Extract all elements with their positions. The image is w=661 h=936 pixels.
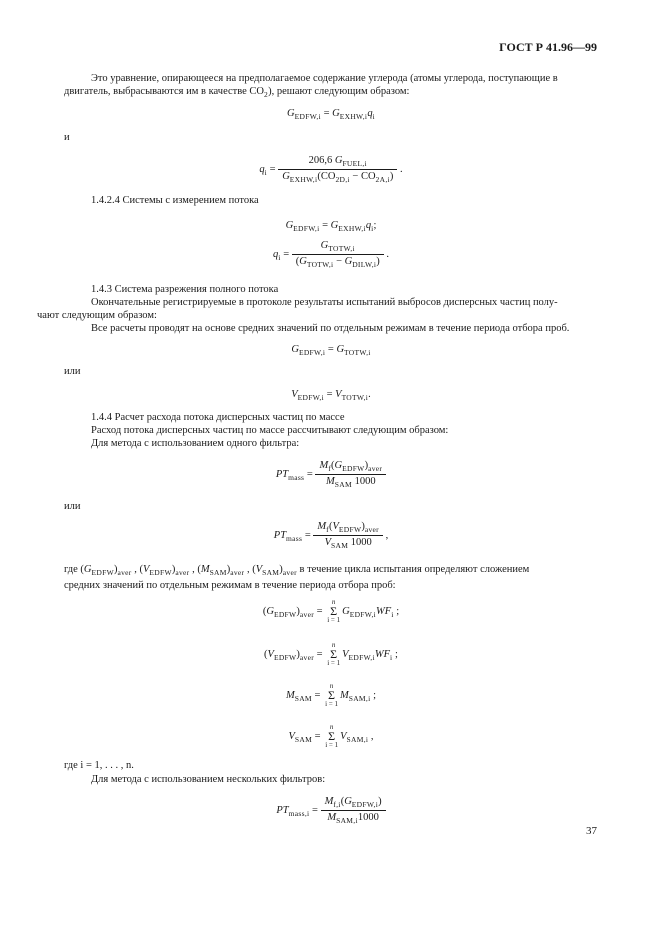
where-paragraph: где $(G_{EDFW})_{aver}$ , $(V_{EDFW})_{aver}$ , $(M_{SAM})_{aver}$ , $(V_{SAM})_{aver}$ в течение цикла испытания определяют сложением средних значений по отдельным режимам в течение периода отбора проб: [64, 564, 530, 591]
equation-sum-vedfw: $(V_{EDFW})_{aver}$ = n Σ i = 1 $V_{EDFW,i}WF_i$ ; [264, 641, 398, 667]
page-header: ГОСТ Р 41.96—99 [499, 40, 597, 54]
intro-line2: двигатель, выбрасываются им в качестве CO [64, 86, 265, 97]
section-144: 1.4.4 Расчет расхода потока дисперсных частиц по массе [91, 412, 345, 423]
equation-sum-vsam: $V_{SAM}$ = n Σ i = 1 $V_{SAM,i}$ , [288, 723, 374, 749]
section-143: 1.4.3 Система разрежения полного потока [91, 284, 279, 295]
equation-gedfw-flow: $G_{EDFW,i} = G_{EXHW,i}q_i$; [285, 220, 377, 233]
section-143-p2: Все расчеты проводят на основе средних значений по отдельным режимам в течение периода отбора проб. [91, 323, 570, 334]
equation-sum-gedfw: $(G_{EDFW})_{aver}$ = n Σ i = 1 $G_{EDFW,i}WF_i$ ; [262, 598, 400, 624]
equation-gedfw-totw: $G_{EDFW,i} = G_{TOTW,i}$ [291, 344, 371, 357]
equation-qi-totw: $q_i$ = $\frac{G_{TOTW,i}}{(G_{TOTW,i} - G_{DILW,i})}$ . [272, 240, 390, 269]
conj-and: и [64, 132, 70, 143]
equation-vedfw-totw: $V_{EDFW,i} = V_{TOTW,i}$. [291, 389, 371, 402]
conj-or-2: или [64, 501, 81, 512]
equation-ptmass-multi: $PT_{mass,i}$ = $\frac{M_{f,i}(G_{EDFW,i})}{M_{SAM,i}1000}$ [64, 796, 598, 825]
section-144-p2: Для метода с использованием одного фильтра: [91, 438, 300, 449]
section-1424: 1.4.2.4 Системы с измерением потока [91, 195, 259, 206]
section-144-p1: Расход потока дисперсных частиц по массе рассчитывают следующим образом: [91, 425, 449, 436]
intro-line1: Это уравнение, опирающееся на предполагаемое содержание углерода (атомы углерода, поступающие в [91, 73, 558, 84]
equation-ptmass-g: $PT_{mass}$ = $\frac{M_f(G_{EDFW})_{aver}}{M_{SAM} 1000}$ [64, 460, 598, 489]
index-range: где i = 1, . . . , n. [64, 760, 134, 771]
section-143-p1: Окончательные регистрируемые в протоколе результаты испытаний выбросов дисперсных частиц полу- чают следующим образом: [37, 297, 558, 321]
page-number: 37 [586, 825, 597, 837]
intro-paragraph: Это уравнение, опирающееся на предполагаемое содержание углерода (атомы углерода, поступающие в двигатель, выбрасываются им в качестве $CO_2$), решают следующим образом: [64, 73, 558, 99]
equation-ptmass-v: $PT_{mass}$ = $\frac{M_f(V_{EDFW})_{aver}}{V_{SAM} 1000}$ , [273, 521, 389, 550]
multi-filter-label: Для метода с использованием нескольких фильтров: [91, 774, 326, 785]
conj-or-1: или [64, 366, 81, 377]
equation-qi-fuel: $q_i$ = $\frac{206,6 G_{FUEL,i}}{G_{EXHW,i}(CO_{2D,i} - CO_{2A,i})}$ . [259, 155, 403, 184]
equation-gedfw-exhw: $G_{EDFW,i} = G_{EXHW,i}q_i$ [287, 108, 375, 121]
equation-sum-msam: $M_{SAM}$ = n Σ i = 1 $M_{SAM,i}$ ; [286, 682, 376, 708]
